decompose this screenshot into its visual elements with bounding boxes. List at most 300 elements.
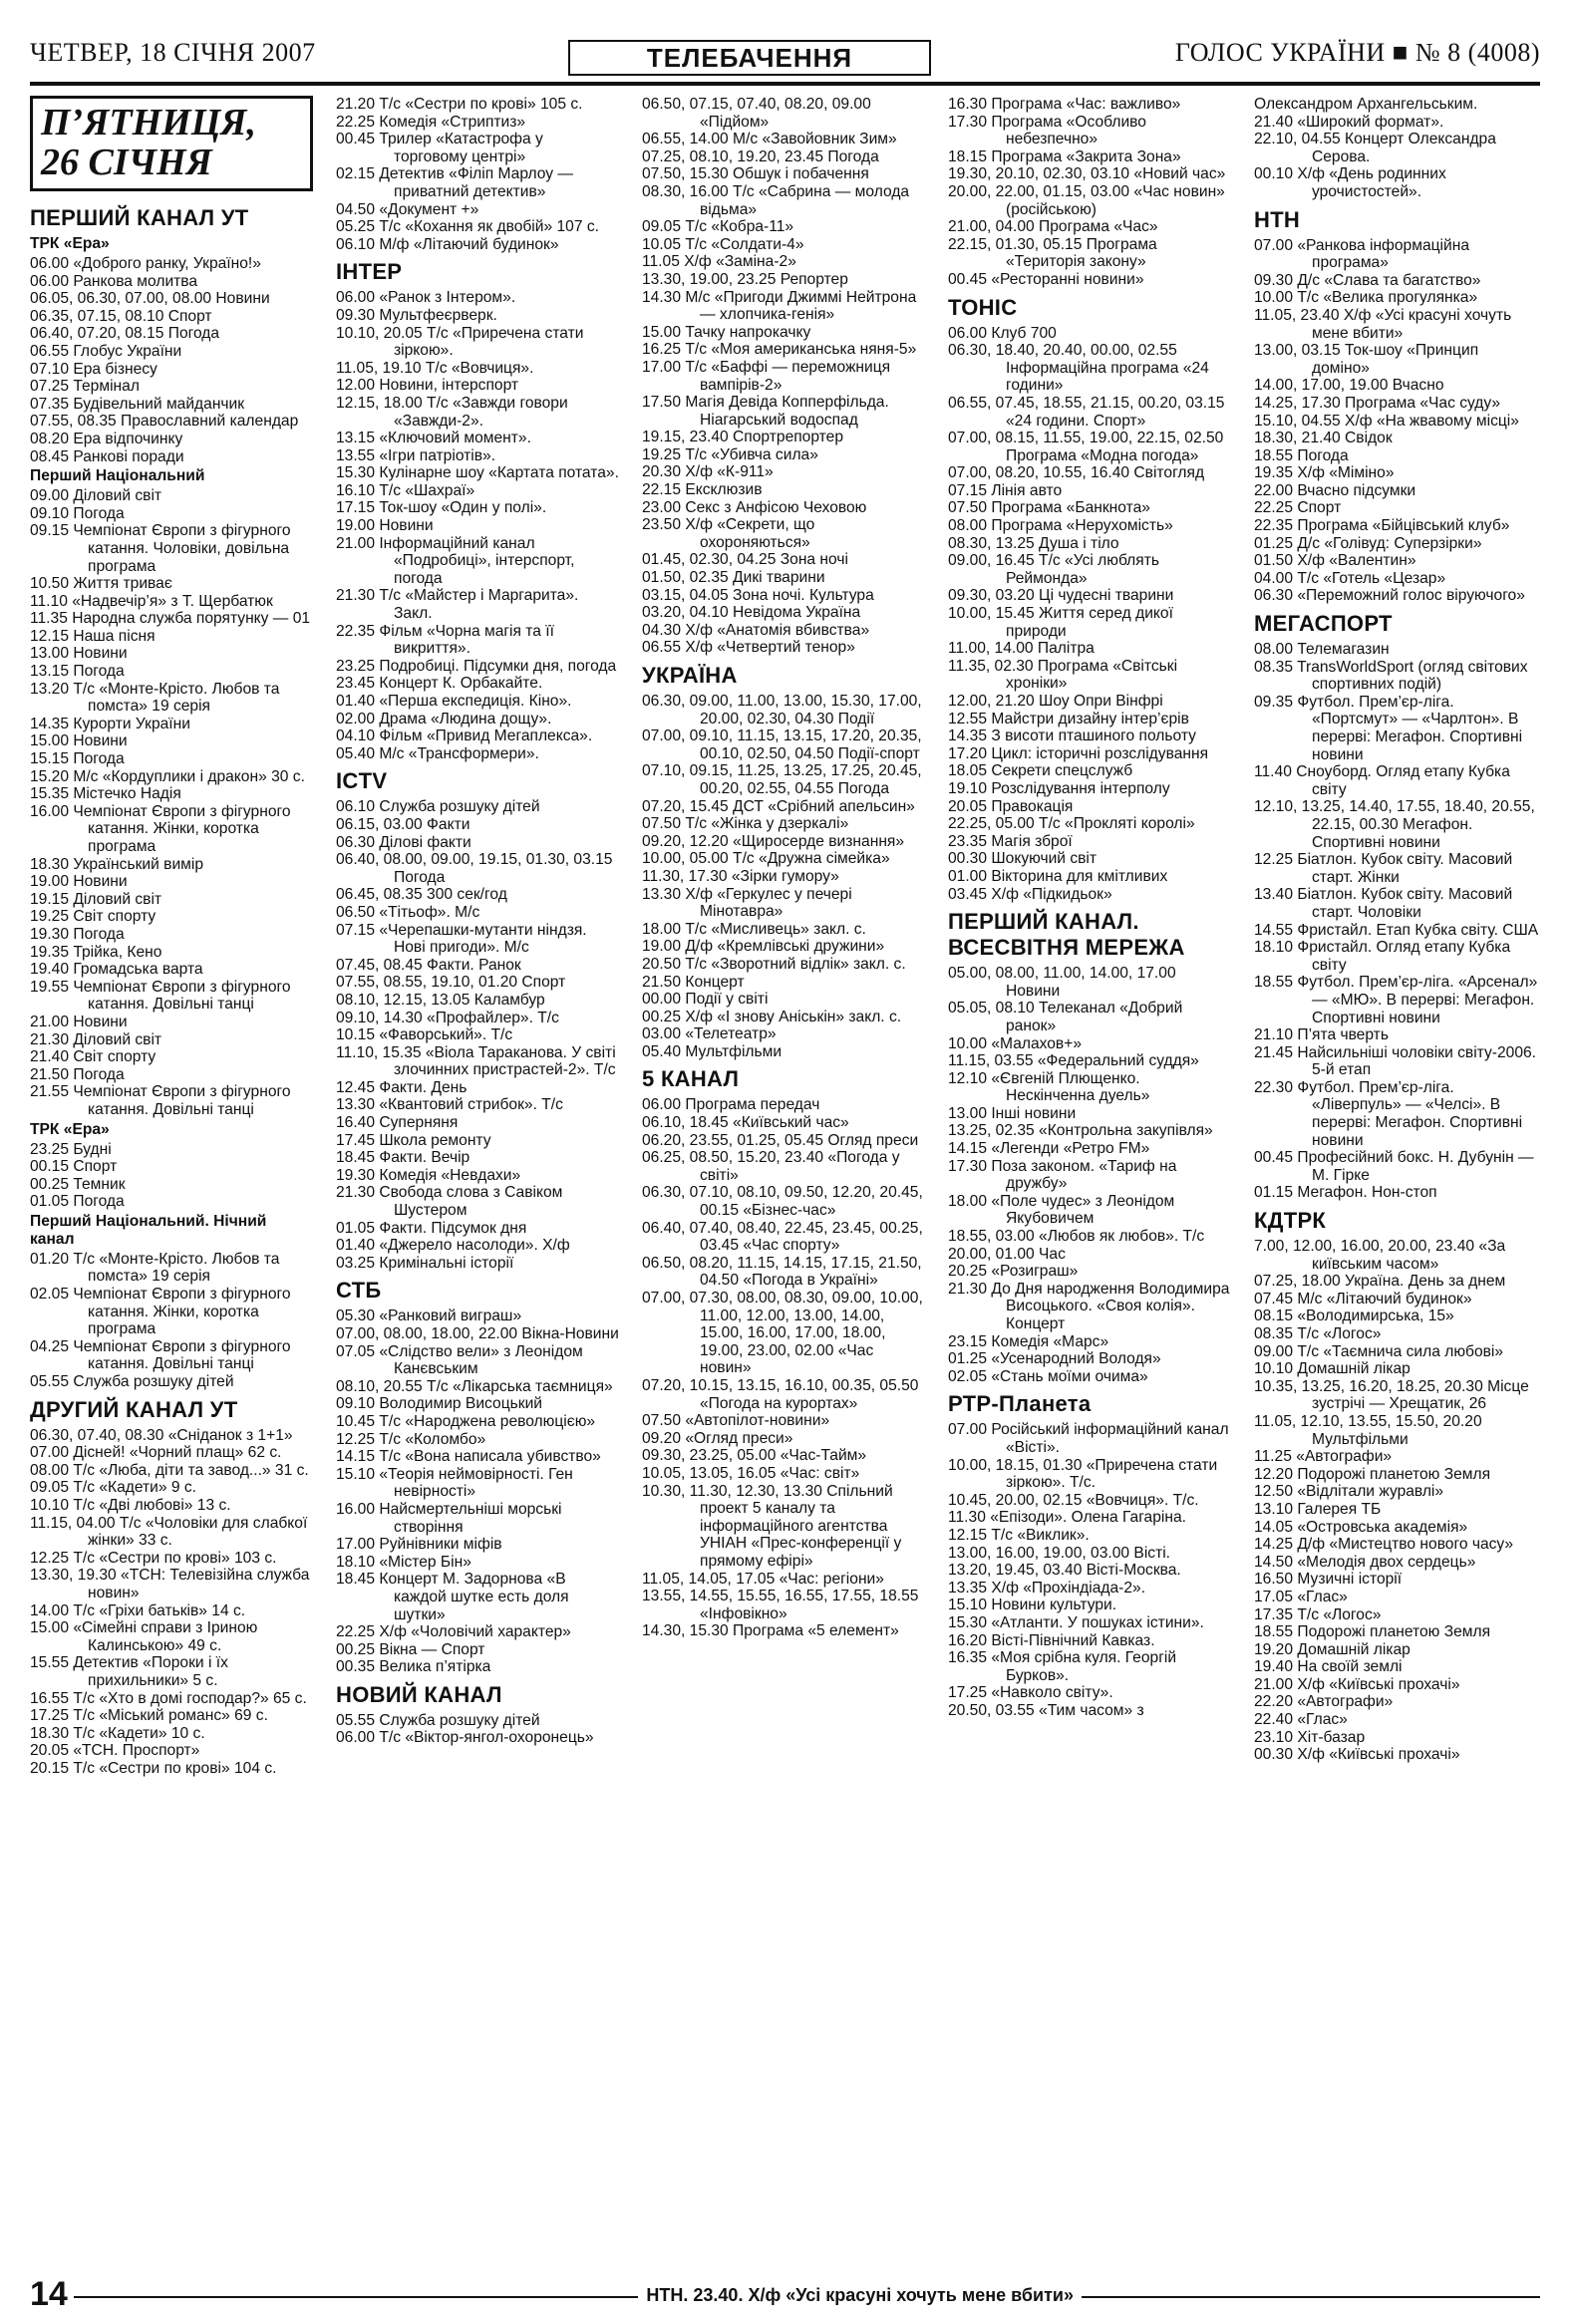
schedule-entry: 21.40 «Широкий формат». <box>1254 113 1444 131</box>
schedule-entry: 23.10 Хіт-базар <box>1254 1728 1366 1746</box>
schedule-entry: 07.10, 09.15, 11.25, 13.25, 17.25, 20.45, 00.20, 02.55, 04.55 Погода <box>642 762 922 797</box>
schedule-entry: 14.25, 17.30 Програма «Час суду» <box>1254 394 1501 412</box>
schedule-entry: 07.05 «Слідство вели» з Леонідом Канєвським <box>336 1342 583 1378</box>
schedule-entry: 19.25 Т/с «Убивча сила» <box>642 445 818 463</box>
schedule-entry: 15.00 «Сімейні справи з Іриною Калинською» 49 с. <box>30 1619 258 1654</box>
schedule-entry: 09.05 Т/с «Кадети» 9 с. <box>30 1479 197 1497</box>
schedule-entry: 21.00, 04.00 Програма «Час» <box>948 218 1158 236</box>
schedule-entry: 14.00 Т/с «Гріхи батьків» 14 с. <box>30 1601 246 1619</box>
schedule-entry: 19.55 Чемпіонат Європи з фігурного катання. Довільні танці <box>30 978 291 1014</box>
schedule-entry: 19.30, 20.10, 02.30, 03.10 «Новий час» <box>948 165 1226 183</box>
schedule-entry: 07.55, 08.35 Православний календар <box>30 413 299 431</box>
schedule-entry: 07.00, 08.00, 18.00, 22.00 Вікна-Новини <box>336 1325 619 1342</box>
schedule-entry: 14.30, 15.30 Програма «5 елемент» <box>642 1622 899 1640</box>
schedule-entry: 23.50 Х/ф «Секрети, що охороняються» <box>642 516 815 551</box>
schedule-entry: 00.15 Спорт <box>30 1158 118 1176</box>
schedule-entry: 13.00 Інші новини <box>948 1104 1077 1122</box>
schedule-entry: 18.55 Футбол. Прем’єр-ліга. «Арсенал» — «МЮ». В перерві: Мегафон. Спортивні новини <box>1254 974 1538 1026</box>
schedule-entry: 11.05, 12.10, 13.55, 15.50, 20.20 Мультфільми <box>1254 1412 1482 1448</box>
schedule-entry: 13.15 «Ключовий момент». <box>336 430 531 447</box>
schedule-entry: 11.15, 04.00 Т/с «Чоловіки для слабкої жінки» 33 с. <box>30 1514 308 1550</box>
schedule-entry: 13.00 Новини <box>30 645 128 663</box>
schedule-entry: 19.30 Комедія «Невдахи» <box>336 1166 521 1184</box>
channel-heading: ICTV <box>336 768 388 794</box>
schedule-entry: 08.10, 12.15, 13.05 Каламбур <box>336 991 545 1009</box>
schedule-entry: 17.30 Поза законом. «Тариф на дружбу» <box>948 1157 1177 1193</box>
schedule-entry: 23.25 Будні <box>30 1140 112 1158</box>
schedule-entry: 19.00 Новини <box>30 873 128 891</box>
schedule-entry: 19.20 Домашній лікар <box>1254 1640 1411 1658</box>
schedule-entry: 18.30, 21.40 Свідок <box>1254 430 1393 447</box>
schedule-entry: 00.10 Х/ф «День родинних урочистостей». <box>1254 165 1446 200</box>
schedule-entry: 12.25 Т/с «Коломбо» <box>336 1430 486 1448</box>
schedule-entry: 18.30 Український вимір <box>30 855 204 873</box>
schedule-entry: 04.10 Фільм «Привид Мегаплекса». <box>336 727 593 745</box>
schedule-entry: 07.25 Термінал <box>30 378 140 396</box>
schedule-entry: 12.55 Майстри дизайну інтер’єрів <box>948 710 1189 727</box>
schedule-entry: 22.10, 04.55 Концерт Олександра Серова. <box>1254 131 1496 165</box>
schedule-entry: 13.30, 19.00, 23.25 Репортер <box>642 270 848 288</box>
schedule-entry: 08.30, 13.25 Душа і тіло <box>948 534 1119 552</box>
channel-heading: ІНТЕР <box>336 259 403 285</box>
schedule-entry: 08.20 Ера відпочинку <box>30 430 183 447</box>
schedule-entry: 01.05 Погода <box>30 1193 125 1211</box>
schedule-entry: 19.15 Діловий світ <box>30 890 162 908</box>
schedule-entry: 18.10 Фристайл. Огляд етапу Кубка світу <box>1254 939 1511 974</box>
schedule-entry: 17.00 Т/с «Баффі — переможниця вампірів-2» <box>642 358 891 394</box>
page-footer <box>30 2276 1540 2312</box>
schedule-entry: 06.20, 23.55, 01.25, 05.45 Огляд преси <box>642 1131 919 1149</box>
schedule-entry: 00.30 Х/ф «Київські прохачі» <box>1254 1746 1460 1764</box>
channel-heading: ТОНІС <box>948 294 1018 320</box>
column-4 <box>948 96 1231 2258</box>
schedule-entry: 18.00 «Поле чудес» з Леонідом Якубовичем <box>948 1192 1175 1228</box>
schedule-entry: 06.30, 09.00, 11.00, 13.00, 15.30, 17.00, 20.00, 02.30, 04.30 Події <box>642 693 922 727</box>
schedule-entry: 06.05, 06.30, 07.00, 08.00 Новини <box>30 290 270 308</box>
schedule-entry: 05.00, 08.00, 11.00, 14.00, 17.00 Новини <box>948 965 1176 1000</box>
schedule-entry: 14.50 «Мелодія двох сердець» <box>1254 1553 1476 1571</box>
schedule-entry: 23.15 Комедія «Марс» <box>948 1332 1109 1350</box>
schedule-entry: 06.00 «Доброго ранку, Україно!» <box>30 255 261 272</box>
schedule-entry: 06.50, 07.15, 07.40, 08.20, 09.00 «Підйом» <box>642 96 871 131</box>
schedule-entry: 01.40 «Перша експедиція. Кіно». <box>336 693 572 710</box>
schedule-entry: 18.45 Концерт М. Задорнова «В каждой шутке есть доля шутки» <box>336 1571 569 1623</box>
schedule-entry: 09.00, 16.45 Т/с «Усі люблять Реймонда» <box>948 552 1159 587</box>
schedule-entry: 10.00, 18.15, 01.30 «Приречена стати зіркою». Т/с. <box>948 1456 1218 1492</box>
schedule-entry: 16.40 Суперняня <box>336 1114 459 1132</box>
schedule-entry: 10.30, 11.30, 12.30, 13.30 Спільний проект 5 каналу та інформаційного агентства УНІАН «Прес-конференції у прямому ефірі» <box>642 1482 902 1570</box>
schedule-entry: 09.00 Діловий світ <box>30 487 162 505</box>
page-header <box>30 30 1540 86</box>
schedule-entry: 22.40 «Глас» <box>1254 1711 1348 1729</box>
schedule-entry: 08.00 Програма «Нерухомість» <box>948 517 1173 535</box>
schedule-entry: 21.20 Т/с «Сестри по крові» 105 с. <box>336 96 583 113</box>
schedule-entry: 21.40 Світ спорту <box>30 1048 157 1066</box>
schedule-entry: 20.00, 22.00, 01.15, 03.00 «Час новин» (російською) <box>948 182 1225 218</box>
schedule-entry: 12.25 Т/с «Сестри по крові» 103 с. <box>30 1549 277 1567</box>
schedule-entry: 22.25 Комедія «Стриптиз» <box>336 113 526 131</box>
schedule-entry: 20.25 «Розиграш» <box>948 1263 1079 1281</box>
schedule-entry: 05.40 Мультфільми <box>642 1042 783 1060</box>
schedule-entry: 05.05, 08.10 Телеканал «Добрий ранок» <box>948 1000 1183 1034</box>
schedule-entry: 06.55 Глобус України <box>30 342 182 360</box>
schedule-entry: 12.15 Наша пісня <box>30 627 156 645</box>
schedule-entry: 10.10, 20.05 Т/с «Приречена стати зіркою». <box>336 324 584 360</box>
schedule-entry: 06.55 Х/ф «Четвертий тенор» <box>642 639 855 657</box>
issue-date: ЧЕТВЕР, 18 СІЧНЯ 2007 <box>30 38 316 67</box>
schedule-entry: 17.15 Ток-шоу «Один у полі». <box>336 499 547 517</box>
schedule-entry: 11.40 Сноуборд. Огляд етапу Кубка світу <box>1254 763 1510 798</box>
tv-schedule <box>30 96 1540 2258</box>
schedule-entry: 21.50 Погода <box>30 1065 125 1083</box>
column-3 <box>642 96 925 2258</box>
channel-heading: КДТРК <box>1254 1208 1327 1234</box>
schedule-entry: 07.15 «Черепашки-мутанти ніндзя. Нові пригоди». М/с <box>336 921 587 957</box>
schedule-entry: 12.10, 13.25, 14.40, 17.55, 18.40, 20.55, 22.15, 00.30 Мегафон. Спортивні новини <box>1254 798 1535 851</box>
schedule-entry: 19.40 На своїй землі <box>1254 1658 1403 1676</box>
schedule-entry: 19.10 Розслідування інтерполу <box>948 779 1170 797</box>
schedule-entry: 02.15 Детектив «Філіп Марлоу — приватний детектив» <box>336 165 573 200</box>
schedule-entry: 16.30 Програма «Час: важливо» <box>948 96 1181 113</box>
schedule-entry: 10.00, 05.00 Т/с «Дружна сімейка» <box>642 850 890 868</box>
schedule-entry: 10.45 Т/с «Народжена революцією» <box>336 1412 596 1430</box>
schedule-entry: 13.20 Т/с «Монте-Крісто. Любов та помста» 19 серія <box>30 680 280 716</box>
schedule-entry: 22.15 Ексклюзив <box>642 481 763 499</box>
schedule-entry: 06.30, 07.40, 08.30 «Сніданок з 1+1» <box>30 1426 293 1444</box>
schedule-entry: 07.25, 18.00 Україна. День за днем <box>1254 1273 1506 1291</box>
schedule-entry: 04.25 Чемпіонат Європи з фігурного катання. Довільні танці <box>30 1337 291 1373</box>
schedule-entry: 15.15 Погода <box>30 750 125 768</box>
schedule-entry: 07.20, 10.15, 13.15, 16.10, 00.35, 05.50 «Погода на курортах» <box>642 1376 919 1412</box>
schedule-entry: 07.35 Будівельний майданчик <box>30 395 245 413</box>
schedule-entry: 13.35 Х/ф «Прохіндіада-2». <box>948 1579 1146 1597</box>
schedule-entry: 18.00 Т/с «Мисливець» закл. с. <box>642 920 866 938</box>
schedule-entry: 19.25 Світ спорту <box>30 908 157 926</box>
schedule-entry: 05.25 Т/с «Кохання як двобій» 107 с. <box>336 218 599 236</box>
schedule-entry: 16.25 Т/с «Моя американська няня-5» <box>642 341 917 359</box>
schedule-entry: 17.00 Руйнівники міфів <box>336 1536 502 1554</box>
schedule-entry: 09.10 Володимир Висоцький <box>336 1395 542 1413</box>
schedule-entry: 12.45 Факти. День <box>336 1078 468 1096</box>
schedule-entry: 01.40 «Джерело насолоди». Х/ф <box>336 1237 570 1255</box>
schedule-entry: 21.30 До Дня народження Володимира Висоцького. «Своя колія». Концерт <box>948 1280 1230 1332</box>
schedule-entry: 15.35 Містечко Надія <box>30 785 181 803</box>
schedule-entry: 09.35 Футбол. Прем’єр-ліга. «Портсмут» — «Чарлтон». В перерві: Мегафон. Спортивні новини <box>1254 693 1523 763</box>
subchannel-heading: Перший Національний <box>30 467 205 485</box>
schedule-entry: 09.30 Мультфеєрверк. <box>336 306 497 324</box>
schedule-entry: 14.25 Д/ф «Мистецтво нового часу» <box>1254 1536 1514 1554</box>
schedule-entry: 00.45 Професійний бокс. Н. Дубунін — М. Гірке <box>1254 1149 1534 1184</box>
schedule-entry: 20.05 Правокація <box>948 797 1074 815</box>
schedule-entry: 19.40 Громадська варта <box>30 961 203 979</box>
schedule-entry: 01.00 Вікторина для кмітливих <box>948 867 1168 885</box>
schedule-entry: 18.30 Т/с «Кадети» 10 с. <box>30 1724 205 1742</box>
channel-heading: ДРУГИЙ КАНАЛ УТ <box>30 1396 238 1422</box>
schedule-entry: 06.00 Ранкова молитва <box>30 272 198 290</box>
schedule-entry: 07.50 Програма «Банкнота» <box>948 499 1150 517</box>
schedule-entry: Олександром Архангельським. <box>1254 96 1478 113</box>
footer-teaser: НТН. 23.40. Х/ф «Усі красуні хочуть мене вбити» <box>638 2284 1082 2306</box>
schedule-entry: 18.10 «Містер Бін» <box>336 1553 471 1571</box>
schedule-entry: 23.35 Магія зброї <box>948 832 1073 850</box>
schedule-entry: 14.55 Фристайл. Етап Кубка світу. США <box>1254 921 1539 939</box>
schedule-entry: 19.35 Х/ф «Міміно» <box>1254 464 1395 482</box>
schedule-entry: 14.05 «Островська академія» <box>1254 1518 1468 1536</box>
schedule-entry: 22.25 Х/ф «Чоловічий характер» <box>336 1623 571 1641</box>
schedule-entry: 07.00, 08.20, 10.55, 16.40 Світогляд <box>948 464 1205 482</box>
section-title: ТЕЛЕБАЧЕННЯ <box>568 40 931 76</box>
schedule-entry: 13.15 Погода <box>30 663 125 681</box>
channel-heading: СТБ <box>336 1278 382 1304</box>
schedule-entry: 08.00 Телемагазин <box>1254 641 1390 659</box>
schedule-entry: 12.50 «Відлітали журавлі» <box>1254 1483 1444 1501</box>
schedule-entry: 11.10 «Надвечір’я» з Т. Щербатюк <box>30 592 273 610</box>
schedule-entry: 21.10 П’ята чверть <box>1254 1026 1389 1044</box>
schedule-entry: 07.00, 08.15, 11.55, 19.00, 22.15, 02.50 Програма «Модна погода» <box>948 430 1224 464</box>
schedule-entry: 11.05, 14.05, 17.05 «Час: регіони» <box>642 1570 884 1588</box>
schedule-entry: 07.00 Дісней! «Чорний плащ» 62 с. <box>30 1444 282 1462</box>
schedule-entry: 15.55 Детектив «Пороки і їх прихильники» 5 с. <box>30 1654 228 1689</box>
schedule-entry: 07.10 Ера бізнесу <box>30 360 157 378</box>
schedule-entry: 06.30 Ділові факти <box>336 833 471 851</box>
schedule-entry: 13.55 «Ігри патріотів». <box>336 446 496 464</box>
schedule-entry: 10.10 Домашній лікар <box>1254 1360 1411 1378</box>
schedule-entry: 02.00 Драма «Людина дощу». <box>336 710 552 727</box>
schedule-entry: 02.05 «Стань моїми очима» <box>948 1367 1148 1385</box>
schedule-entry: 07.50, 15.30 Обшук і побачення <box>642 165 869 183</box>
schedule-entry: 11.30 «Епізоди». Олена Гагаріна. <box>948 1509 1186 1527</box>
schedule-entry: 21.50 Концерт <box>642 973 745 991</box>
schedule-entry: 01.50 Х/ф «Валентин» <box>1254 552 1416 570</box>
schedule-entry: 17.30 Програма «Особливо небезпечно» <box>948 113 1146 148</box>
schedule-entry: 19.35 Трійка, Кено <box>30 943 162 961</box>
schedule-entry: 21.30 Діловий світ <box>30 1030 162 1048</box>
schedule-entry: 16.10 Т/с «Шахраї» <box>336 481 475 499</box>
schedule-entry: 17.45 Школа ремонту <box>336 1131 491 1149</box>
schedule-entry: 10.05, 13.05, 16.05 «Час: світ» <box>642 1464 860 1482</box>
schedule-entry: 04.50 «Документ +» <box>336 200 479 218</box>
schedule-entry: 19.30 Погода <box>30 925 125 943</box>
schedule-entry: 14.30 М/с «Пригоди Джиммі Нейтрона — хлопчика-генія» <box>642 288 917 324</box>
schedule-entry: 07.45, 08.45 Факти. Ранок <box>336 956 521 974</box>
schedule-entry: 13.25, 02.35 «Контрольна закупівля» <box>948 1122 1213 1140</box>
schedule-entry: 06.10, 18.45 «Київський час» <box>642 1114 849 1132</box>
schedule-entry: 15.20 М/с «Кордуплики і дракон» 30 с. <box>30 767 305 785</box>
channel-heading: МЕГАСПОРТ <box>1254 611 1393 637</box>
schedule-entry: 08.35 Т/с «Логос» <box>1254 1325 1382 1342</box>
schedule-entry: 03.00 «Телетеатр» <box>642 1025 777 1043</box>
schedule-entry: 23.25 Подробиці. Підсумки дня, погода <box>336 657 617 675</box>
schedule-entry: 06.00 Т/с «Віктор-янгол-охоронець» <box>336 1729 594 1747</box>
schedule-entry: 10.10 Т/с «Дві любові» 13 с. <box>30 1497 231 1514</box>
schedule-entry: 06.35, 07.15, 08.10 Спорт <box>30 307 212 325</box>
schedule-entry: 19.15, 23.40 Спортрепортер <box>642 429 843 446</box>
schedule-entry: 14.35 Курорти України <box>30 715 190 732</box>
schedule-entry: 07.00, 07.30, 08.00, 08.30, 09.00, 10.00, 11.00, 12.00, 13.00, 14.00, 15.00, 16.00, 17.00, 18.00, 19.00, 23.00, 02.00 «Час новин» <box>642 1290 923 1377</box>
schedule-entry: 15.30 Кулінарне шоу «Картата потата». <box>336 464 619 482</box>
schedule-entry: 14.15 Т/с «Вона написала убивство» <box>336 1448 601 1466</box>
schedule-entry: 17.50 Магія Девіда Копперфільда. Ніагарський водоспад <box>642 394 889 429</box>
schedule-entry: 16.55 Т/с «Хто в домі господар?» 65 с. <box>30 1689 307 1707</box>
schedule-entry: 12.10 «Євгеній Плющенко. Нескінченна дуель» <box>948 1069 1150 1105</box>
schedule-entry: 06.55, 07.45, 18.55, 21.15, 00.20, 03.15 «24 години. Спорт» <box>948 394 1225 430</box>
schedule-entry: 07.00 «Ранкова інформаційна програма» <box>1254 236 1470 272</box>
schedule-entry: 08.30, 16.00 Т/с «Сабрина — молода відьма» <box>642 182 910 218</box>
schedule-entry: 09.10, 14.30 «Профайлер». Т/с <box>336 1009 559 1026</box>
schedule-entry: 11.35, 02.30 Програма «Світські хроніки» <box>948 657 1178 693</box>
schedule-entry: 06.40, 08.00, 09.00, 19.15, 01.30, 03.15 Погода <box>336 851 613 886</box>
schedule-entry: 21.30 Т/с «Майстер і Маргарита». Закл. <box>336 587 579 623</box>
column-2 <box>336 96 619 2258</box>
schedule-entry: 00.25 Темник <box>30 1175 126 1193</box>
schedule-entry: 18.55 Погода <box>1254 446 1349 464</box>
schedule-entry: 14.35 З висоти пташиного польоту <box>948 727 1196 745</box>
schedule-entry: 08.45 Ранкові поради <box>30 447 184 465</box>
schedule-entry: 11.35 Народна служба порятунку — 01 <box>30 610 311 628</box>
schedule-entry: 06.00 «Ранок з Інтером». <box>336 289 516 307</box>
schedule-entry: 18.45 Факти. Вечір <box>336 1149 471 1167</box>
schedule-entry: 05.40 М/с «Трансформери». <box>336 744 539 762</box>
schedule-entry: 00.25 Х/ф «І знову Аніськін» закл. с. <box>642 1008 902 1025</box>
schedule-entry: 10.50 Життя триває <box>30 575 172 593</box>
schedule-entry: 10.00 Т/с «Велика прогулянка» <box>1254 289 1478 307</box>
schedule-entry: 06.55, 14.00 М/с «Завойовник Зим» <box>642 131 897 148</box>
subchannel-heading: ТРК «Ера» <box>30 235 110 252</box>
schedule-entry: 22.25, 05.00 Т/с «Прокляті королі» <box>948 815 1195 833</box>
schedule-entry: 12.20 Подорожі планетою Земля <box>1254 1465 1491 1483</box>
schedule-entry: 01.05 Факти. Підсумок дня <box>336 1219 527 1237</box>
schedule-entry: 23.45 Концерт К. Орбакайте. <box>336 675 543 693</box>
schedule-entry: 04.00 Т/с «Готель «Цезар» <box>1254 569 1446 587</box>
schedule-entry: 08.15 «Володимирська, 15» <box>1254 1307 1454 1325</box>
schedule-entry: 03.20, 04.10 Невідома Україна <box>642 604 861 622</box>
schedule-entry: 06.00 Програма передач <box>642 1096 820 1114</box>
schedule-entry: 17.05 «Глас» <box>1254 1588 1348 1605</box>
subchannel-heading: ТРК «Ера» <box>30 1120 110 1138</box>
schedule-entry: 20.50 Т/с «Зворотний відлік» закл. с. <box>642 955 906 973</box>
schedule-entry: 05.55 Служба розшуку дітей <box>30 1373 234 1391</box>
schedule-entry: 06.10 М/ф «Літаючий будинок» <box>336 235 559 253</box>
schedule-entry: 13.40 Біатлон. Кубок світу. Масовий старт. Чоловіки <box>1254 886 1513 921</box>
schedule-entry: 21.00 Новини <box>30 1013 128 1030</box>
channel-heading: ПЕРШИЙ КАНАЛ. ВСЕСВІТНЯ МЕРЕЖА <box>948 909 1185 961</box>
schedule-entry: 15.10 Новини культури. <box>948 1597 1117 1614</box>
schedule-entry: 15.00 Новини <box>30 732 128 750</box>
channel-heading: НОВИЙ КАНАЛ <box>336 1681 502 1707</box>
schedule-entry: 07.15 Лінія авто <box>948 481 1063 499</box>
schedule-entry: 07.00, 09.10, 11.15, 13.15, 17.20, 20.35, 00.10, 02.50, 04.50 Події-спорт <box>642 727 922 762</box>
schedule-entry: 22.20 «Автографи» <box>1254 1693 1394 1711</box>
page-number: 14 <box>30 2275 68 2313</box>
schedule-entry: 12.15, 18.00 Т/с «Завжди говори «Завжди-2». <box>336 394 568 430</box>
schedule-entry: 12.15 Т/с «Виклик». <box>948 1526 1090 1544</box>
schedule-entry: 01.25 Д/с «Голівуд: Суперзірки» <box>1254 534 1482 552</box>
schedule-entry: 00.25 Вікна — Спорт <box>336 1640 485 1658</box>
schedule-entry: 06.30, 18.40, 20.40, 00.00, 02.55 Інформаційна програма «24 години» <box>948 342 1209 395</box>
schedule-entry: 09.30, 23.25, 05.00 «Час-Тайм» <box>642 1447 867 1465</box>
schedule-entry: 21.55 Чемпіонат Європи з фігурного катання. Довільні танці <box>30 1083 291 1118</box>
schedule-entry: 22.00 Вчасно підсумки <box>1254 481 1416 499</box>
schedule-entry: 01.20 Т/с «Монте-Крісто. Любов та помста» 19 серія <box>30 1250 280 1286</box>
schedule-entry: 11.05 Х/ф «Заміна-2» <box>642 253 796 271</box>
schedule-entry: 22.35 Фільм «Чорна магія та її викриття». <box>336 622 554 658</box>
schedule-entry: 13.30 Х/ф «Геркулес у печері Мінотавра» <box>642 885 852 921</box>
schedule-entry: 06.40, 07.40, 08.40, 22.45, 23.45, 00.25, 03.45 «Час спорту» <box>642 1219 923 1255</box>
schedule-entry: 19.00 Новини <box>336 517 434 535</box>
schedule-entry: 11.00, 14.00 Палітра <box>948 640 1095 658</box>
schedule-entry: 13.10 Галерея ТБ <box>1254 1500 1382 1518</box>
schedule-entry: 02.05 Чемпіонат Європи з фігурного катання. Жінки, коротка програма <box>30 1286 291 1338</box>
schedule-entry: 10.00 «Малахов+» <box>948 1034 1082 1052</box>
schedule-entry: 22.15, 01.30, 05.15 Програма «Територія закону» <box>948 235 1157 271</box>
schedule-entry: 10.05 Т/с «Солдати-4» <box>642 235 804 253</box>
schedule-entry: 22.25 Спорт <box>1254 499 1342 517</box>
schedule-entry: 01.50, 02.35 Дикі тварини <box>642 569 825 587</box>
channel-heading: ПЕРШИЙ КАНАЛ УТ <box>30 205 249 230</box>
schedule-entry: 18.05 Секрети спецслужб <box>948 762 1133 780</box>
schedule-entry: 11.30, 17.30 «Зірки гумору» <box>642 867 839 885</box>
schedule-entry: 10.15 «Фаворський». Т/с <box>336 1026 513 1044</box>
schedule-entry: 06.50 «Тітьоф». М/с <box>336 903 480 921</box>
subchannel-heading: Перший Національний. Нічний канал <box>30 1212 267 1248</box>
schedule-entry: 13.20, 19.45, 03.40 Вісті-Москва. <box>948 1562 1181 1580</box>
schedule-entry: 7.00, 12.00, 16.00, 20.00, 23.40 «За київським часом» <box>1254 1238 1506 1273</box>
schedule-entry: 05.30 «Ранковий виграш» <box>336 1307 522 1325</box>
schedule-entry: 07.00 Російський інформаційний канал «Вісті». <box>948 1421 1229 1456</box>
schedule-entry: 06.40, 07.20, 08.15 Погода <box>30 325 220 343</box>
schedule-entry: 13.00, 03.15 Ток-шоу «Принцип доміно» <box>1254 342 1479 377</box>
schedule-entry: 04.30 Х/ф «Анатомія вбивства» <box>642 621 870 639</box>
schedule-entry: 21.30 Свобода слова з Савіком Шустером <box>336 1184 563 1220</box>
channel-heading: УКРАЇНА <box>642 663 738 688</box>
schedule-entry: 06.15, 03.00 Факти <box>336 815 471 833</box>
schedule-entry: 07.25, 08.10, 19.20, 23.45 Погода <box>642 147 879 165</box>
schedule-entry: 00.45 «Ресторанні новини» <box>948 270 1144 288</box>
schedule-entry: 07.45 М/с «Літаючий будинок» <box>1254 1290 1472 1307</box>
schedule-entry: 13.00, 16.00, 19.00, 03.00 Вісті. <box>948 1544 1171 1562</box>
schedule-entry: 12.25 Біатлон. Кубок світу. Масовий старт. Жінки <box>1254 851 1513 886</box>
schedule-entry: 07.20, 15.45 ДСТ «Срібний апельсин» <box>642 797 915 815</box>
schedule-entry: 10.00, 15.45 Життя серед дикої природи <box>948 605 1173 640</box>
day-title: П’ЯТНИЦЯ, 26 СІЧНЯ <box>30 96 313 191</box>
schedule-entry: 18.55, 03.00 «Любов як любов». Т/с <box>948 1228 1205 1246</box>
schedule-entry: 06.30 «Переможний голос віруючого» <box>1254 587 1525 605</box>
schedule-entry: 08.10, 20.55 Т/с «Лікарська таємниця» <box>336 1377 613 1395</box>
schedule-entry: 21.00 Х/ф «Київські прохачі» <box>1254 1675 1460 1693</box>
schedule-entry: 06.30, 07.10, 08.10, 09.50, 12.20, 20.45, 00.15 «Бізнес-час» <box>642 1184 923 1220</box>
schedule-entry: 09.05 Т/с «Кобра-11» <box>642 218 794 236</box>
schedule-entry: 01.15 Мегафон. Нон-стоп <box>1254 1184 1437 1202</box>
schedule-entry: 11.25 «Автографи» <box>1254 1448 1393 1466</box>
schedule-entry: 15.10 «Теорія неймовірності. Ген невірності» <box>336 1465 573 1501</box>
schedule-entry: 05.55 Служба розшуку дітей <box>336 1711 540 1729</box>
schedule-entry: 20.00, 01.00 Час <box>948 1245 1066 1263</box>
schedule-entry: 20.30 Х/ф «К-911» <box>642 463 774 481</box>
channel-heading: 5 КАНАЛ <box>642 1066 740 1092</box>
schedule-entry: 13.30, 19.30 «ТСН: Телевізійна служба новин» <box>30 1567 310 1601</box>
schedule-entry: 13.30 «Квантовий стрибок». Т/с <box>336 1096 563 1114</box>
schedule-entry: 11.10, 15.35 «Віола Тараканова. У світі злочинних пристрастей-2». Т/с <box>336 1043 616 1079</box>
schedule-entry: 22.35 Програма «Бійцівський клуб» <box>1254 517 1510 535</box>
schedule-entry: 17.35 Т/с «Логос» <box>1254 1605 1382 1623</box>
schedule-entry: 20.50, 03.55 «Тим часом» з <box>948 1701 1144 1719</box>
schedule-entry: 09.10 Погода <box>30 504 125 522</box>
schedule-entry: 06.45, 08.35 300 сек/год <box>336 886 507 904</box>
schedule-entry: 15.10, 04.55 Х/ф «На жвавому місці» <box>1254 412 1519 430</box>
schedule-entry: 09.20, 12.20 «Щиросерде визнання» <box>642 832 905 850</box>
schedule-entry: 19.00 Д/ф «Кремлівські дружини» <box>642 938 885 956</box>
schedule-entry: 18.15 Програма «Закрита Зона» <box>948 147 1181 165</box>
